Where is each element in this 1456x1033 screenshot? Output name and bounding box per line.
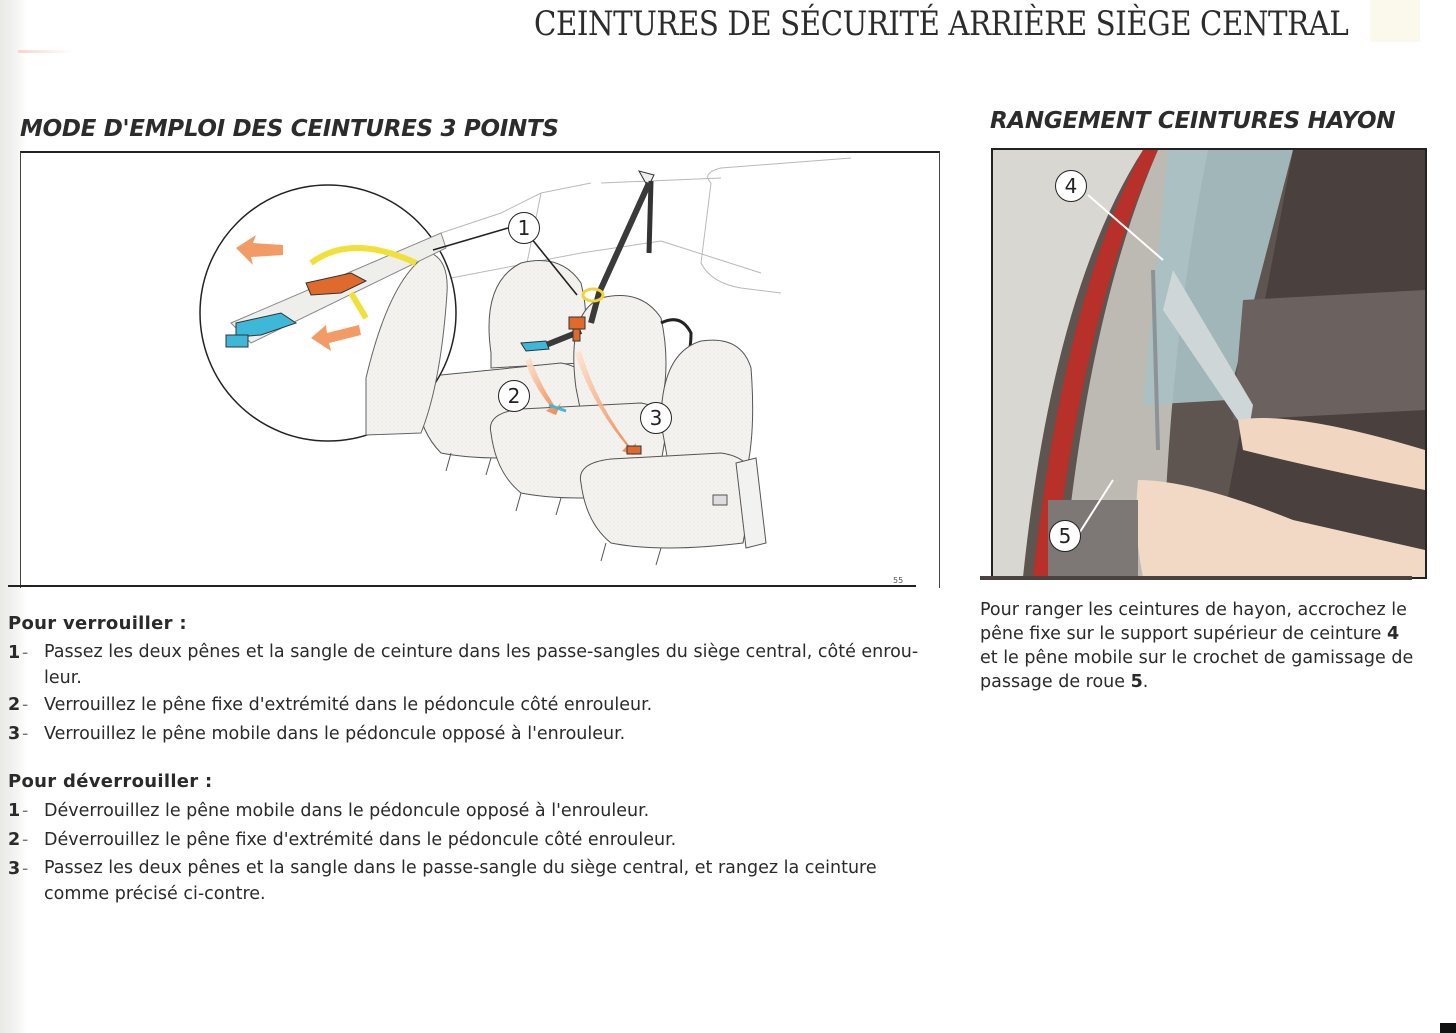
- buckle-3: [627, 446, 641, 454]
- seat-illustration-svg: [21, 153, 939, 588]
- step-text: Verrouillez le pêne fixe d'extrémité dans le pédoncule côté enrouleur.: [44, 695, 653, 715]
- parcel-shelf: [1233, 290, 1425, 420]
- callout-1: 1: [508, 212, 540, 244]
- lock-step: [8, 720, 933, 749]
- section-title-storage: RANGEMENT CEINTURES HAYON: [990, 108, 1396, 134]
- step-dash: -: [22, 695, 29, 715]
- step-number: 1: [8, 801, 21, 821]
- seatbelt-illustration: [20, 151, 940, 588]
- step-dash: -: [22, 724, 29, 744]
- figure-reference: 55: [893, 576, 904, 585]
- callout-3: 3: [640, 402, 672, 434]
- unlock-step: [8, 826, 933, 855]
- step-text: Déverrouillez le pêne mobile dans le pédoncule opposé à l'enrouleur.: [44, 801, 650, 821]
- unlock-step: [8, 855, 933, 907]
- tailgate-photo-svg: [993, 150, 1425, 577]
- top-accent-line: [18, 50, 73, 53]
- step-number: 3: [8, 724, 21, 744]
- tailgate-photo: [991, 148, 1427, 579]
- storage-text-part1: Pour ranger les ceintures de hayon, accrochez le pêne fixe sur le support supérieur de ceinture: [980, 600, 1407, 644]
- figure-bottom-rule: [8, 585, 916, 587]
- step-dash: -: [22, 643, 29, 663]
- unlock-step: [8, 797, 933, 826]
- page-corner-marker: [1440, 1023, 1456, 1033]
- storage-text-part2: et le pêne mobile sur le crochet de gamissage de passage de roue: [980, 648, 1414, 692]
- storage-text-part3: .: [1142, 672, 1149, 692]
- section-title-usage: MODE D'EMPLOI DES CEINTURES 3 POINTS: [20, 116, 559, 142]
- photo-bottom-rule: [980, 576, 1412, 580]
- unlock-instructions: [8, 767, 933, 907]
- step-dash: -: [22, 859, 29, 879]
- step-dash: -: [22, 801, 29, 821]
- step-number: 2: [8, 695, 21, 715]
- lock-heading: Pour verrouiller :: [8, 613, 187, 634]
- unlock-heading: Pour déverrouiller :: [8, 771, 213, 792]
- corner-tint: [1370, 0, 1420, 42]
- step-number: 2: [8, 830, 21, 850]
- step-number: 1: [8, 643, 21, 663]
- callout-4: 4: [1055, 170, 1087, 202]
- lock-instructions: [8, 609, 933, 749]
- storage-instructions: [980, 598, 1420, 694]
- storage-ref-4: 4: [1387, 624, 1400, 644]
- step-text: Passez les deux pênes et la sangle dans le passe-sangle du siège central, et rangez la ceinture comme précisé ci-contre.: [44, 858, 877, 904]
- step-text: Passez les deux pênes et la sangle de ceinture dans les passe-sangles du siège central, côté enrou-leur.: [44, 642, 919, 688]
- step-dash: -: [22, 830, 29, 850]
- step-text: Verrouillez le pêne mobile dans le pédoncule opposé à l'enrouleur.: [44, 724, 626, 744]
- lock-step: [8, 691, 933, 720]
- step-text: Déverrouillez le pêne fixe d'extrémité dans le pédoncule côté enrouleur.: [44, 830, 677, 850]
- step-number: 3: [8, 859, 21, 879]
- lock-step: [8, 639, 933, 691]
- callout-5: 5: [1049, 520, 1081, 552]
- callout-2: 2: [498, 380, 530, 412]
- storage-ref-5: 5: [1130, 672, 1143, 692]
- magnified-inset: [200, 185, 456, 441]
- page-title: CEINTURES DE SÉCURITÉ ARRIÈRE SIÈGE CENTRAL: [534, 4, 1349, 44]
